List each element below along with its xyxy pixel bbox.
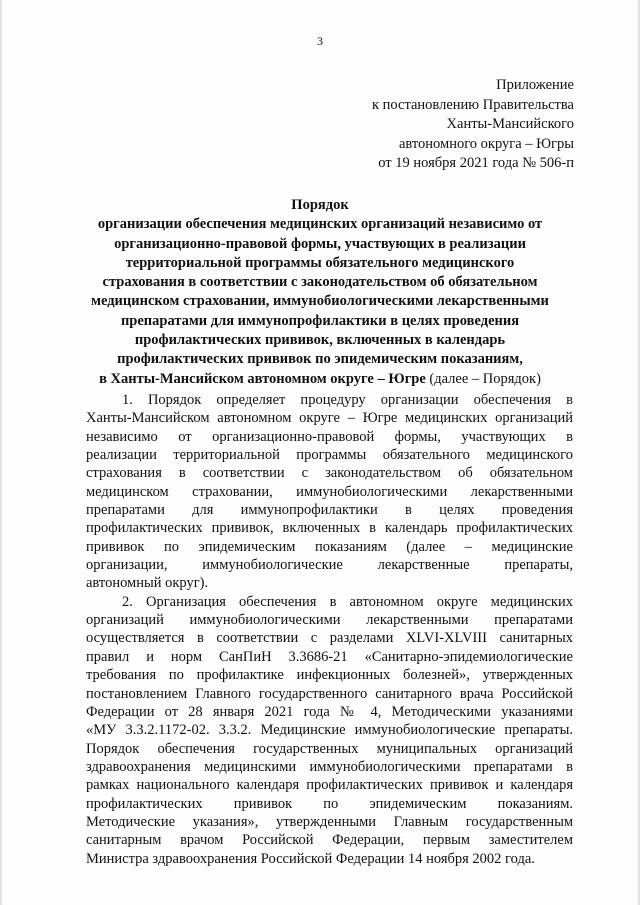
paragraph-2-line: осуществляется в соответствии с разделами XLVI-XLVIII санитарных <box>86 630 573 647</box>
title-line: организационно-правовой формы, участвующих в реализации <box>114 235 526 252</box>
title-last-normal: (далее – Порядок) <box>425 370 541 387</box>
document-title <box>60 196 580 389</box>
paragraph-1-line: медицинском страховании, иммунобиологическими лекарственными <box>86 483 573 500</box>
paragraph-1-line: 1. Порядок определяет процедуру организации обеспечения в <box>122 392 573 408</box>
title-line: медицинском страховании, иммунобиологическими лекарственными <box>91 293 549 310</box>
page-number: 3 <box>317 34 323 48</box>
paragraph-1-line: автономный округ). <box>86 575 209 592</box>
paragraph-1-line: прививок по эпидемическим показаниям (далее – медицинские <box>86 538 573 555</box>
paragraph-1-line: реализации территориальной программы обязательного медицинского <box>86 447 573 464</box>
title-last-bold: в Ханты-Мансийском автономном округе – Югре <box>99 370 426 387</box>
title-last-line <box>60 370 580 389</box>
appendix-line: к постановлению Правительства <box>372 96 574 113</box>
paragraph-2-line: Методические указания», утвержденными Главным государственным <box>86 813 573 830</box>
appendix-header <box>254 76 574 174</box>
title-line: профилактических прививок, включенных в календарь <box>134 332 506 349</box>
paragraph-2-line: здравоохранения медицинскими иммунобиологическими препаратами в <box>86 758 573 775</box>
paragraph-2-line: 2. Организация обеспечения в автономном округе медицинских <box>122 593 573 610</box>
paragraph-1-line: Ханты-Мансийском автономном округе – Югре медицинских организаций <box>86 410 573 427</box>
paragraph-1-line: независимо от организационно-правовой формы, участвующих в <box>86 428 573 445</box>
paragraph-1-line: профилактических прививок, включенных в календарь профилактических <box>86 520 573 537</box>
paragraph-2-line: организаций иммунобиологическими лекарственными препаратами <box>86 612 573 629</box>
paragraph-2-line: постановлением Главного государственного санитарного врача Российской <box>86 685 573 702</box>
appendix-line: Ханты-Мансийского <box>446 116 574 132</box>
title-line: организации обеспечения медицинских организаций независимо от <box>97 216 543 233</box>
paragraph-1-line: организации, иммунобиологические лекарственные препараты, <box>86 557 573 574</box>
title-line: территориальной программы обязательного медицинского <box>125 254 515 271</box>
paragraph-2-line: «МУ 3.3.2.1172-02. 3.3.2. Медицинские иммунобиологические препараты. <box>86 722 573 739</box>
paragraph-2-line: правил и норм СанПиН 3.3686-21 «Санитарно-эпидемиологические <box>86 648 573 665</box>
appendix-line: от 19 ноября 2021 года № 506-п <box>378 155 574 171</box>
paragraph-1-line: страхования в соответствии с законодательством об обязательном <box>86 465 573 482</box>
document-body <box>86 391 573 868</box>
appendix-line: Приложение <box>496 77 574 93</box>
paragraph-2-line: Порядок обеспечения государственных муниципальных организаций <box>86 740 573 757</box>
page-edge-left <box>0 0 3 905</box>
paragraph-2-line: профилактических прививок по эпидемическим показаниям. <box>86 795 573 812</box>
paragraph-2-line: Федерации от 28 января 2021 года № 4, Методическими указаниями <box>86 703 573 720</box>
paragraph-2-line: санитарным врачом Российской Федерации, первым заместителем <box>86 832 573 849</box>
paragraph-2-line: Министра здравоохранения Российской Федерации 14 ноября 2002 года. <box>86 850 535 867</box>
title-heading: Порядок <box>291 197 349 213</box>
paragraph-2-line: требования по профилактике инфекционных болезней», утвержденных <box>86 667 573 684</box>
appendix-line: автономного округа – Югры <box>398 135 574 152</box>
paragraph-1-line: препаратами для иммунопрофилактики в целях проведения <box>86 502 573 519</box>
title-line: профилактических прививок по эпидемическим показаниям, <box>117 351 523 368</box>
title-line: препаратами для иммунопрофилактики в целях проведения <box>120 312 520 329</box>
title-line: страхования в соответствии с законодательством об обязательном <box>102 274 538 291</box>
paragraph-2-line: рамках национального календаря профилактических прививок и календаря <box>86 777 573 794</box>
